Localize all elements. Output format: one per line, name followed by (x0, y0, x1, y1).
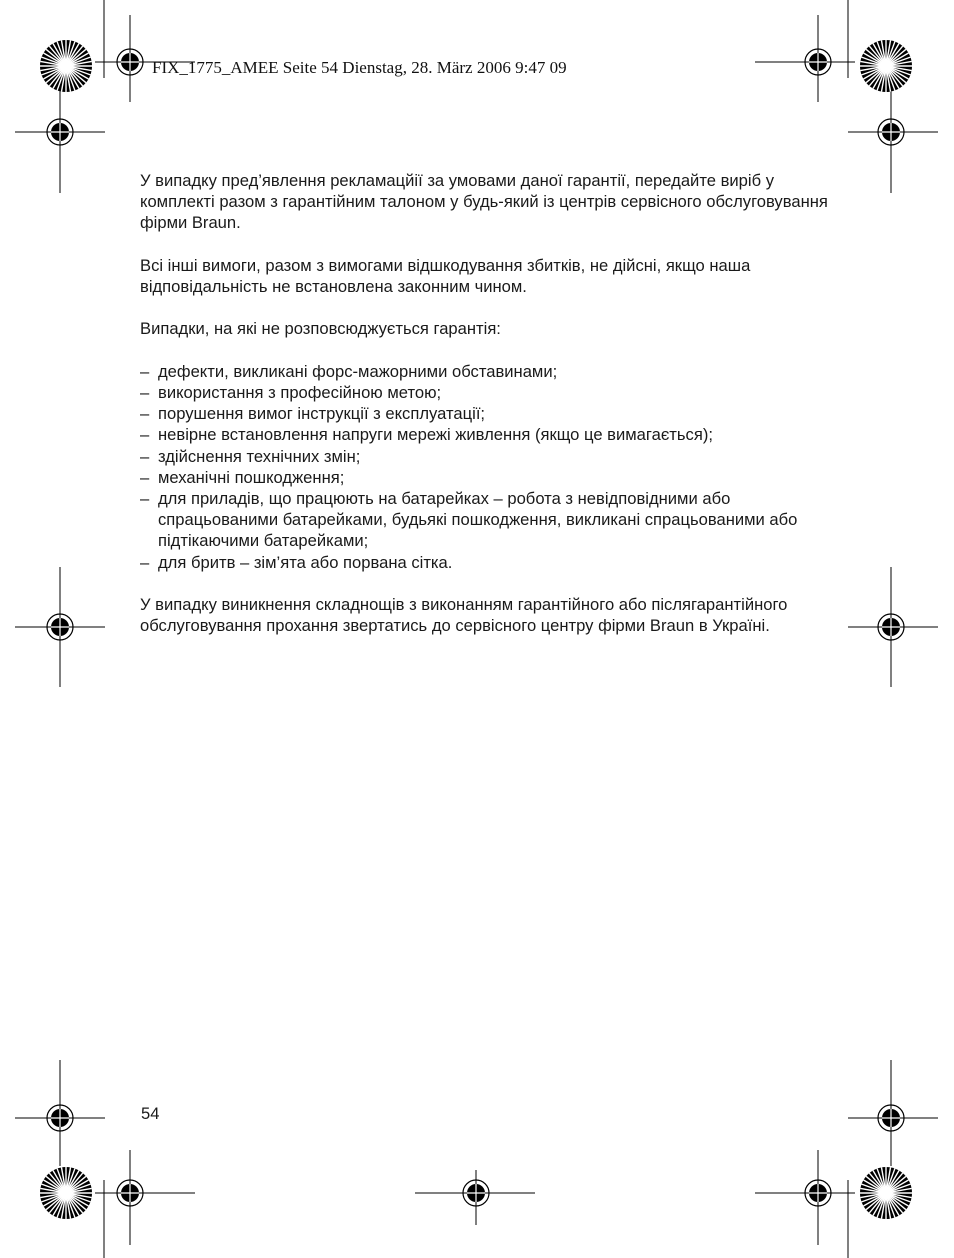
list-dash: – (140, 404, 150, 424)
list-dash: – (140, 446, 150, 466)
color-starburst-icon (40, 1167, 92, 1219)
color-starburst-icon (860, 40, 912, 92)
list-item (140, 382, 830, 403)
list-dash: – (140, 552, 150, 572)
list-item (140, 552, 830, 573)
list-item (140, 467, 830, 488)
list-dash: – (140, 467, 150, 487)
list-item-text: здійснення технічних змін; (158, 446, 361, 466)
list-dash: – (140, 489, 150, 508)
exclusions-list (140, 361, 830, 573)
list-item-text: механічні пошкодження; (158, 467, 345, 487)
list-item-text: порушення вимог інструкції з експлуатації; (158, 404, 486, 424)
page-number: 54 (141, 1104, 160, 1123)
list-dash: – (140, 361, 150, 381)
list-item (140, 403, 830, 424)
list-item-text: для бритв – зім’ята або порвана сітка. (158, 552, 453, 572)
list-item (140, 446, 830, 467)
list-dash: – (140, 425, 150, 445)
list-item-text: для приладів, що працюють на батарейках – робота з невідповідними або спрацьованими батарейками, будьякі пошкодження, викликані спрацьованими або підтікаючими батарейками; (158, 489, 798, 551)
print-slug-header: FIX_1775_AMEE Seite 54 Dienstag, 28. März 2006 9:47 09 (152, 58, 567, 77)
paragraph-exclusions-intro: Випадки, на які не розповсюджується гарантія: (140, 319, 501, 339)
list-item-text: невірне встановлення напруги мережі живлення (якщо це вимагається); (158, 425, 713, 445)
list-item (140, 488, 830, 552)
list-item-text: використання з професійною метою; (158, 382, 442, 402)
paragraph-claim: У випадку пред’явлення рекламацйії за умовами даної гарантії, передайте виріб у комплекті разом з гарантійним талоном у будь-який із центрів сервісного обслуговування фірми Braun. (140, 171, 828, 233)
paragraph-service-contact: У випадку виникнення складнощів з виконанням гарантійного або післягарантійного обслуговування прохання звертатись до сервісного центру фірми Braun в Україні. (140, 595, 788, 636)
list-item-text: дефекти, викликані форс-мажорними обставинами; (158, 361, 558, 381)
color-starburst-icon (860, 1167, 912, 1219)
document-body (140, 170, 830, 658)
list-dash: – (140, 382, 150, 402)
paragraph-other-claims: Всі інші вимоги, разом з вимогами відшкодування збитків, не дійсні, якщо наша відповідальність не встановлена законним чином. (140, 255, 751, 296)
color-starburst-icon (40, 40, 92, 92)
list-item (140, 424, 830, 445)
list-item (140, 361, 830, 382)
